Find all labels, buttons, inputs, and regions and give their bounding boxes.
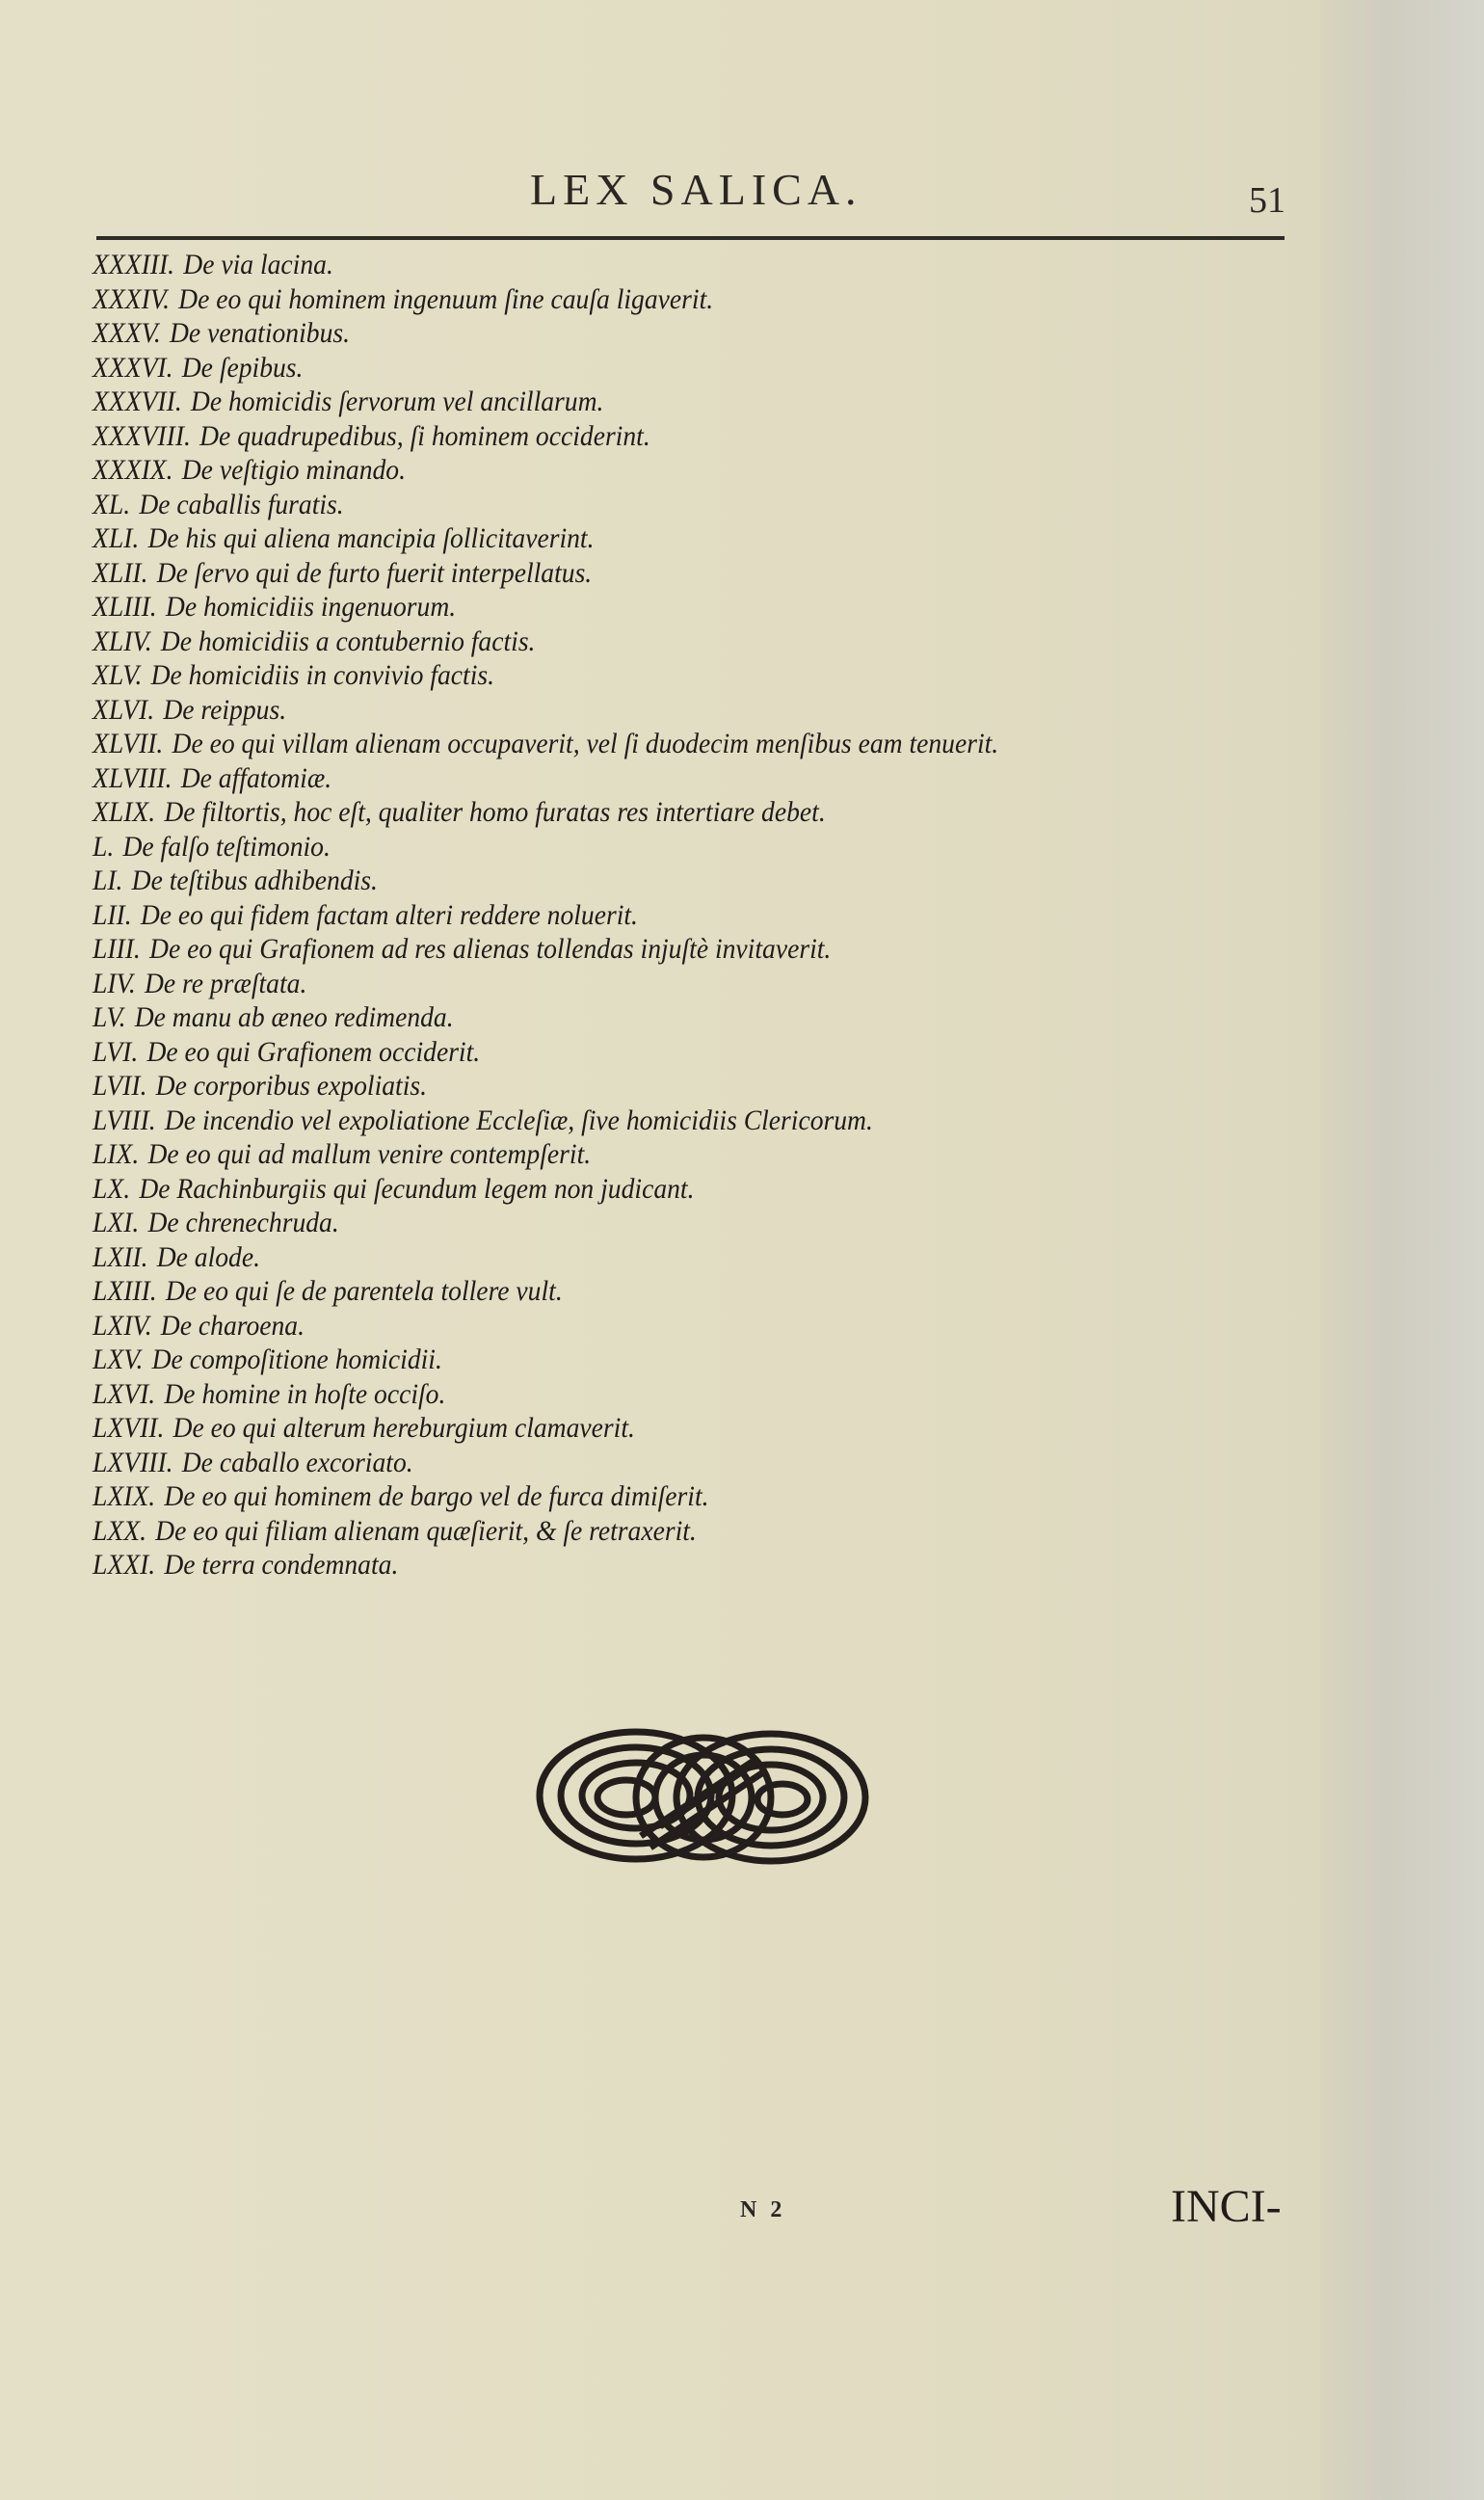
chapter-title: De compoſitione homicidii.	[151, 1343, 442, 1375]
chapter-entry	[93, 693, 998, 728]
chapter-entry	[93, 761, 998, 796]
chapter-entry	[93, 727, 998, 761]
chapter-entry	[93, 898, 998, 933]
chapter-entry	[93, 1274, 998, 1309]
chapter-number: L.	[93, 830, 115, 863]
chapter-number: XLIV.	[93, 625, 152, 657]
chapter-entry	[93, 1104, 998, 1138]
chapter-title: De reippus.	[163, 693, 287, 726]
chapter-title: De re præſtata.	[144, 967, 307, 999]
chapter-number: XLIX.	[93, 796, 156, 828]
chapter-number: LXI.	[93, 1207, 140, 1238]
signature-mark: N 2	[740, 2197, 786, 2222]
chapter-entry	[93, 1206, 998, 1240]
chapter-title: De his qui aliena mancipia ſollicitaverint.	[147, 522, 595, 554]
chapter-entry	[93, 556, 998, 591]
chapter-entry	[93, 967, 998, 1001]
chapter-title: De teſtibus adhibendis.	[131, 864, 378, 896]
chapter-number: XLIII.	[93, 591, 157, 623]
chapter-entry	[93, 1172, 998, 1207]
chapter-number: LXIX.	[93, 1480, 156, 1512]
chapter-entry	[93, 1514, 998, 1549]
chapter-entry	[93, 864, 998, 898]
chapter-title: De eo qui Grafionem occiderit.	[146, 1035, 481, 1068]
chapter-number: LXIV.	[93, 1309, 152, 1342]
chapter-title: De eo qui ad mallum venire contempſerit.	[147, 1138, 592, 1170]
chapter-entry	[93, 351, 998, 386]
chapter-entry	[93, 658, 998, 693]
chapter-title: De corporibus expoliatis.	[155, 1070, 428, 1102]
chapter-title: De affatomiæ.	[180, 761, 332, 794]
chapter-entry	[93, 1000, 998, 1035]
catchword: INCI-	[1171, 2181, 1282, 2232]
chapter-title: De eo qui hominem de bargo vel de furca dimiſerit.	[164, 1480, 709, 1512]
chapter-number: LI.	[93, 864, 123, 896]
chapter-entry	[93, 1035, 998, 1070]
chapter-number: XXXVII.	[93, 386, 182, 417]
chapter-entry	[93, 932, 998, 967]
chapter-entry	[93, 1479, 998, 1514]
chapter-number: LXIII.	[93, 1275, 157, 1307]
chapter-entry	[93, 1343, 998, 1377]
chapter-title: De homine in hoſte occiſo.	[164, 1377, 446, 1410]
chapter-entry	[93, 1411, 998, 1446]
chapter-entry	[93, 385, 998, 419]
chapter-number: XXXVI.	[93, 351, 173, 384]
chapter-entry	[93, 316, 998, 351]
chapter-title: De manu ab æneo redimenda.	[134, 1001, 454, 1033]
chapter-number: LXVI.	[93, 1377, 156, 1410]
chapter-entry	[93, 1377, 998, 1412]
chapter-title: De eo qui Grafionem ad res alienas tollendas injuſtè invitaverit.	[149, 933, 832, 965]
chapter-entry	[93, 521, 998, 556]
header-rule	[96, 236, 1285, 240]
chapter-number: LIX.	[93, 1138, 140, 1170]
chapter-title: De filtortis, hoc eſt, qualiter homo furatas res intertiare debet.	[164, 796, 826, 828]
chapter-entry	[93, 1548, 998, 1582]
chapter-entry	[93, 795, 998, 830]
chapter-title: De eo qui filiam alienam quæſierit, & ſe retraxerit.	[155, 1514, 697, 1547]
knot-ornament-icon	[530, 1720, 877, 1875]
chapter-number: LXVII.	[93, 1412, 165, 1444]
chapter-title: De homicidiis in convivio factis.	[150, 659, 495, 691]
chapter-number: LXII.	[93, 1240, 148, 1273]
chapter-title: De eo qui ſe de parentela tollere vult.	[165, 1275, 563, 1307]
chapter-entry	[93, 1309, 998, 1343]
chapter-number: LVII.	[93, 1070, 147, 1102]
chapter-title: De alode.	[156, 1240, 261, 1273]
chapter-title: De eo qui alterum hereburgium clamaverit.	[172, 1412, 635, 1444]
chapter-number: LII.	[93, 898, 132, 931]
running-title: LEX SALICA.	[530, 165, 862, 214]
chapter-number: LXV.	[93, 1343, 144, 1375]
chapter-entry	[93, 830, 998, 864]
page-edge	[1320, 0, 1484, 2500]
chapter-number: LXXI.	[93, 1549, 156, 1581]
chapter-list	[93, 248, 1077, 1582]
chapter-title: De incendio vel expoliatione Eccleſiæ, ſive homicidiis Clericorum.	[164, 1104, 873, 1136]
chapter-title: De ſepibus.	[181, 351, 304, 384]
chapter-title: De eo qui fidem factam alteri reddere noluerit.	[140, 898, 638, 931]
page-number: 51	[1249, 180, 1285, 221]
chapter-entry	[93, 1137, 998, 1172]
chapter-number: XLVI.	[93, 693, 155, 726]
chapter-number: LV.	[93, 1001, 126, 1033]
chapter-number: LIV.	[93, 967, 136, 999]
chapter-number: LIII.	[93, 933, 141, 965]
chapter-number: XLVIII.	[93, 761, 172, 794]
chapter-title: De caballo excoriato.	[181, 1446, 413, 1478]
chapter-number: XXXIV.	[93, 282, 170, 315]
chapter-title: De homicidis ſervorum vel ancillarum.	[190, 386, 604, 417]
chapter-number: LXX.	[93, 1514, 146, 1547]
chapter-number: XLV.	[93, 659, 143, 691]
chapter-title: De charoena.	[160, 1309, 305, 1342]
chapter-entry	[93, 419, 998, 454]
chapter-number: XXXIII.	[93, 249, 175, 280]
chapter-title: De eo qui hominem ingenuum ſine cauſa ligaverit.	[178, 282, 714, 315]
chapter-entry	[93, 1446, 998, 1480]
chapter-title: De caballis furatis.	[139, 488, 344, 520]
chapter-title: De falſo teſtimonio.	[122, 830, 331, 863]
chapter-title: De homicidiis a contubernio factis.	[160, 625, 536, 657]
chapter-entry	[93, 1069, 998, 1104]
chapter-title: De venationibus.	[169, 317, 351, 349]
chapter-entry	[93, 488, 998, 522]
chapter-number: LX.	[93, 1172, 131, 1205]
chapter-entry	[93, 1240, 998, 1275]
chapter-number: XLI.	[93, 522, 140, 554]
chapter-title: De homicidiis ingenuorum.	[165, 591, 457, 623]
chapter-number: XL.	[93, 488, 131, 520]
chapter-entry	[93, 248, 998, 282]
chapter-number: XXXV.	[93, 317, 161, 349]
chapter-title: De quadrupedibus, ſi hominem occiderint.	[199, 419, 650, 452]
chapter-number: XXXIX.	[93, 454, 173, 486]
chapter-number: LVIII.	[93, 1104, 156, 1136]
chapter-title: De ſervo qui de furto fuerit interpellatus.	[156, 556, 593, 589]
chapter-entry	[93, 625, 998, 659]
chapter-title: De Rachinburgiis qui ſecundum legem non judicant.	[139, 1172, 695, 1205]
chapter-entry	[93, 590, 998, 625]
chapter-title: De eo qui villam alienam occupaverit, vel ſi duodecim menſibus eam tenuerit.	[172, 728, 999, 759]
chapter-number: LVI.	[93, 1035, 139, 1068]
chapter-title: De via lacina.	[183, 249, 333, 280]
chapter-title: De terra condemnata.	[164, 1549, 399, 1581]
chapter-number: XLII.	[93, 556, 148, 589]
chapter-number: XXXVIII.	[93, 419, 191, 452]
chapter-entry	[93, 453, 998, 488]
chapter-number: XLVII.	[93, 728, 164, 759]
chapter-title: De veſtigio minando.	[181, 454, 406, 486]
chapter-number: LXVIII.	[93, 1446, 173, 1478]
chapter-entry	[93, 282, 998, 317]
chapter-title: De chrenechruda.	[147, 1207, 339, 1238]
